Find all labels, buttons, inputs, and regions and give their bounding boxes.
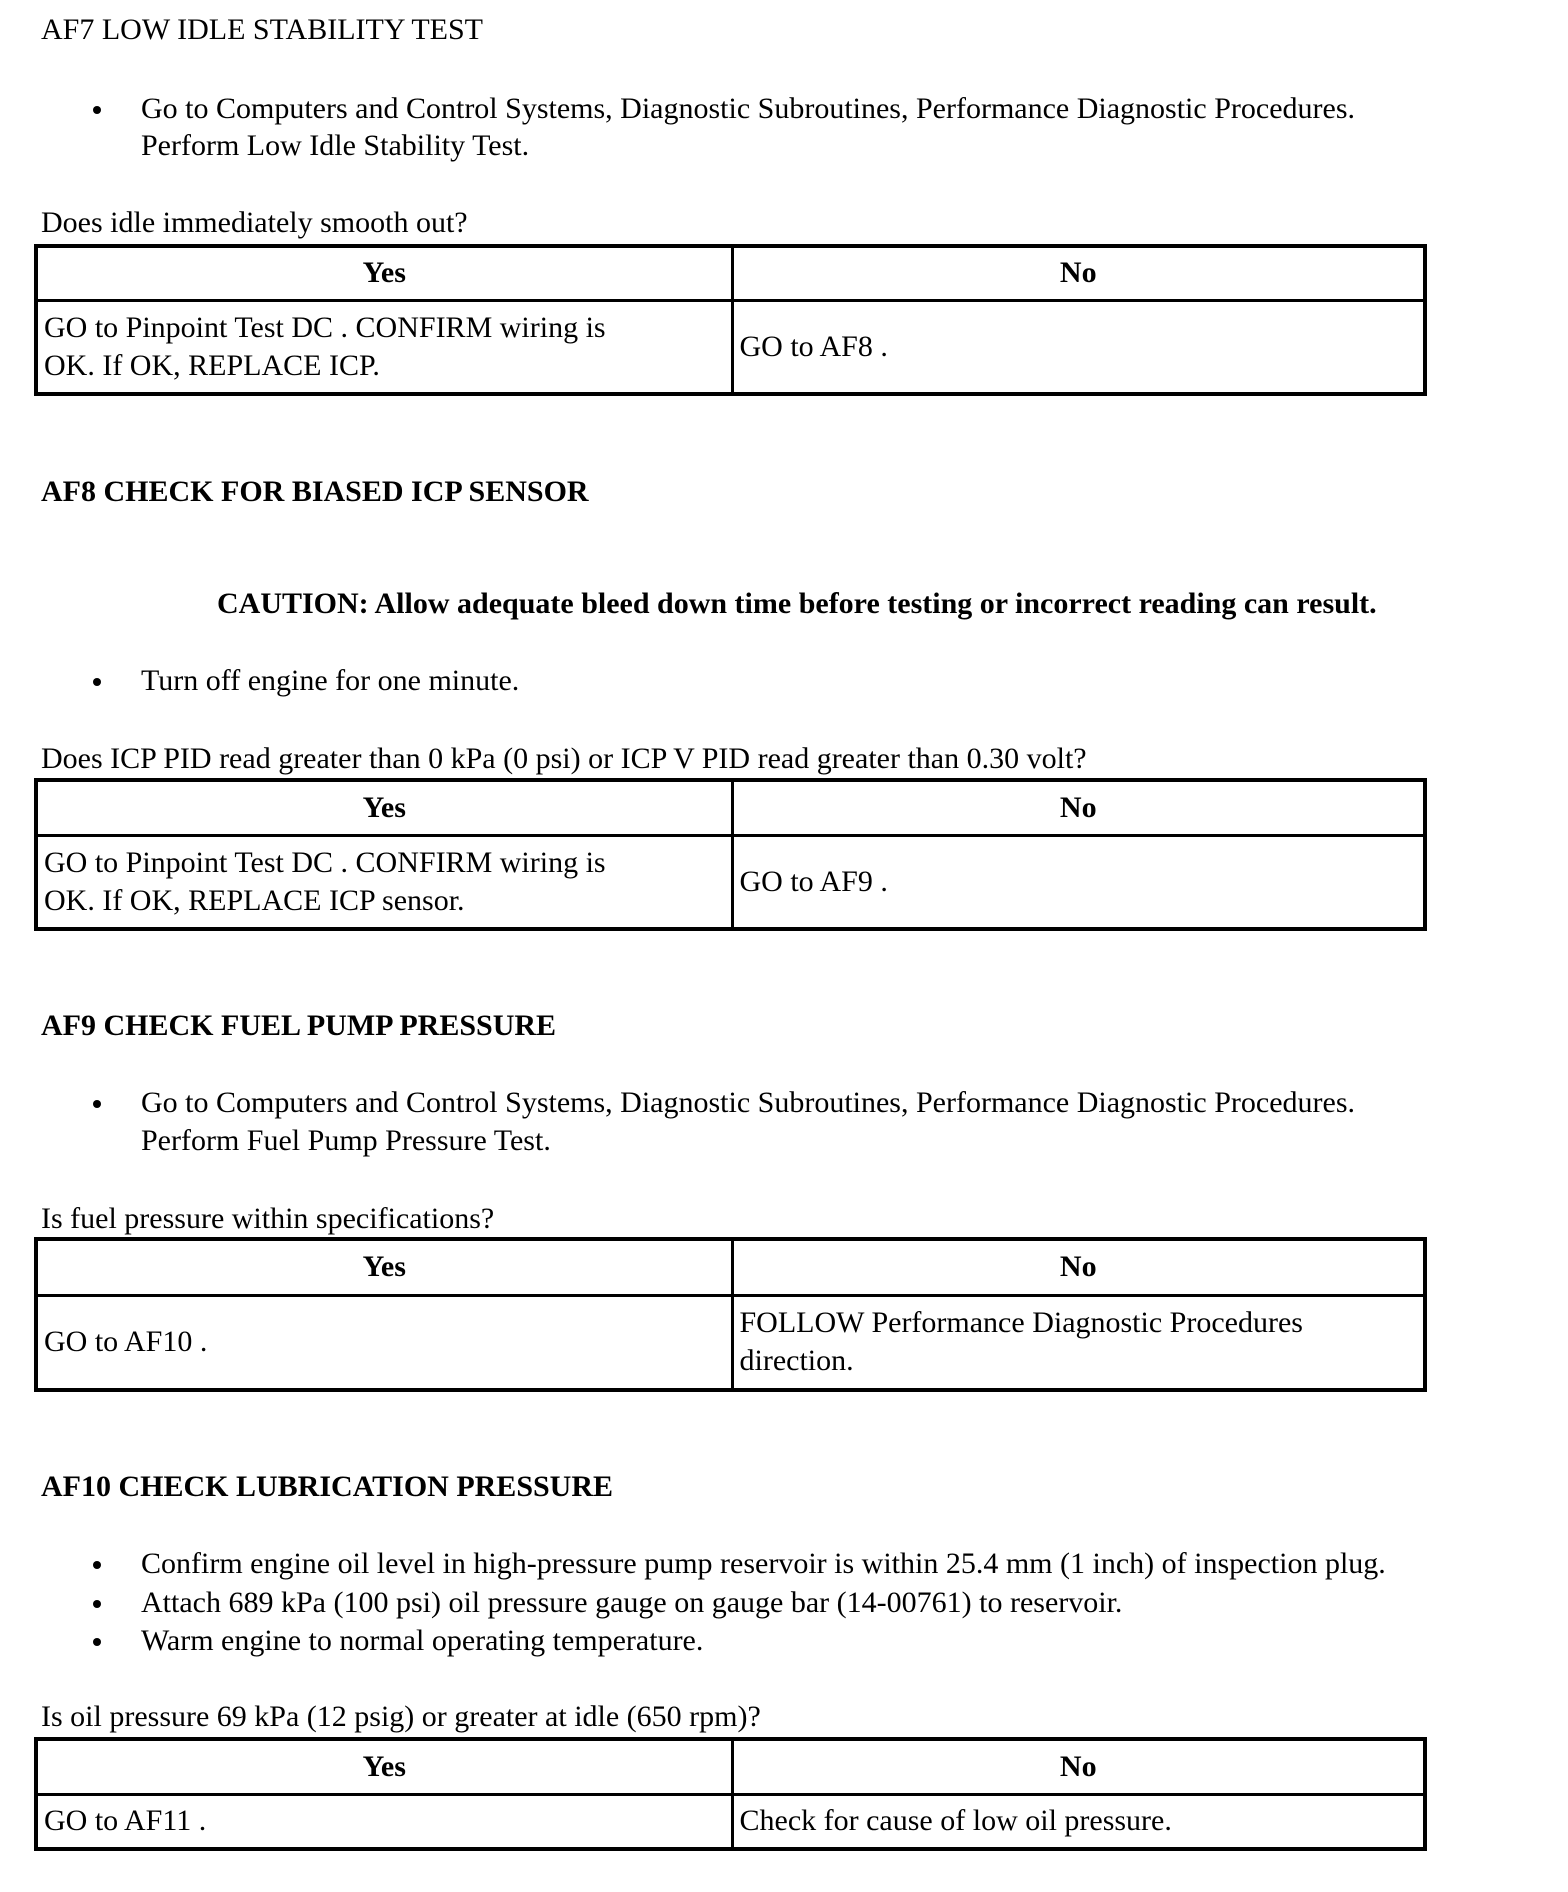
yes-line: GO to Pinpoint Test DC . CONFIRM wiring is	[44, 845, 606, 879]
yes-cell	[36, 835, 732, 929]
no-line: Check for cause of low oil pressure.	[739, 1804, 1172, 1838]
bullet-icon	[93, 106, 101, 114]
bullet-text: Attach 689 kPa (100 psi) oil pressure gauge on gauge bar (14-00761) to reservoir.	[141, 1586, 1123, 1619]
question: Does ICP PID read greater than 0 kPa (0 psi) or ICP V PID read greater than 0.30 volt?	[41, 742, 1087, 775]
decision-table-af10	[34, 1737, 1427, 1851]
yes-header: Yes	[36, 1739, 732, 1794]
decision-table-af8	[34, 778, 1427, 931]
yes-line: OK. If OK, REPLACE ICP.	[44, 348, 380, 382]
no-header: No	[732, 1739, 1425, 1794]
bullet-icon	[93, 1100, 101, 1108]
yes-cell	[36, 300, 732, 394]
bullet-icon	[93, 678, 101, 686]
section-heading-af9: AF9 CHECK FUEL PUMP PRESSURE	[41, 1009, 557, 1042]
bullet-icon	[93, 1600, 101, 1608]
section-heading-af7: AF7 LOW IDLE STABILITY TEST	[41, 13, 484, 46]
no-cell	[732, 835, 1425, 929]
no-header: No	[732, 246, 1425, 300]
bullet-text-continued: Perform Low Idle Stability Test.	[141, 129, 530, 162]
no-line: GO to AF8 .	[739, 329, 888, 363]
no-cell	[732, 300, 1425, 394]
yes-line: GO to AF10 .	[44, 1325, 208, 1359]
bullet-icon	[93, 1638, 101, 1646]
decision-table-af7	[34, 244, 1427, 396]
bullet-text: Go to Computers and Control Systems, Diagnostic Subroutines, Performance Diagnostic Procedures.	[141, 1086, 1355, 1119]
section-heading-af10: AF10 CHECK LUBRICATION PRESSURE	[41, 1470, 614, 1503]
bullet-icon	[93, 1561, 101, 1569]
no-header: No	[732, 780, 1425, 835]
no-line: direction.	[739, 1344, 854, 1378]
caution-text: CAUTION: Allow adequate bleed down time before testing or incorrect reading can result.	[217, 587, 1377, 620]
no-cell	[732, 1295, 1425, 1390]
question: Does idle immediately smooth out?	[41, 206, 468, 239]
yes-header: Yes	[36, 246, 732, 300]
bullet-text: Go to Computers and Control Systems, Diagnostic Subroutines, Performance Diagnostic Procedures.	[141, 92, 1355, 125]
bullet-text: Confirm engine oil level in high-pressure pump reservoir is within 25.4 mm (1 inch) of inspection plug.	[141, 1547, 1386, 1580]
section-heading-af8: AF8 CHECK FOR BIASED ICP SENSOR	[41, 475, 589, 508]
no-line: GO to AF9 .	[739, 864, 888, 898]
yes-header: Yes	[36, 780, 732, 835]
yes-line: OK. If OK, REPLACE ICP sensor.	[44, 883, 465, 917]
yes-cell	[36, 1295, 732, 1390]
no-header: No	[732, 1239, 1425, 1295]
bullet-text-continued: Perform Fuel Pump Pressure Test.	[141, 1124, 551, 1157]
question: Is fuel pressure within specifications?	[41, 1202, 495, 1235]
yes-line: GO to Pinpoint Test DC . CONFIRM wiring is	[44, 310, 606, 344]
decision-table-af9	[34, 1237, 1427, 1392]
yes-line: GO to AF11 .	[44, 1804, 207, 1838]
yes-header: Yes	[36, 1239, 732, 1295]
yes-cell	[36, 1794, 732, 1849]
no-cell	[732, 1794, 1425, 1849]
bullet-text: Turn off engine for one minute.	[141, 664, 520, 697]
bullet-text: Warm engine to normal operating temperature.	[141, 1624, 704, 1657]
question: Is oil pressure 69 kPa (12 psig) or greater at idle (650 rpm)?	[41, 1700, 761, 1733]
no-line: FOLLOW Performance Diagnostic Procedures	[739, 1306, 1303, 1340]
